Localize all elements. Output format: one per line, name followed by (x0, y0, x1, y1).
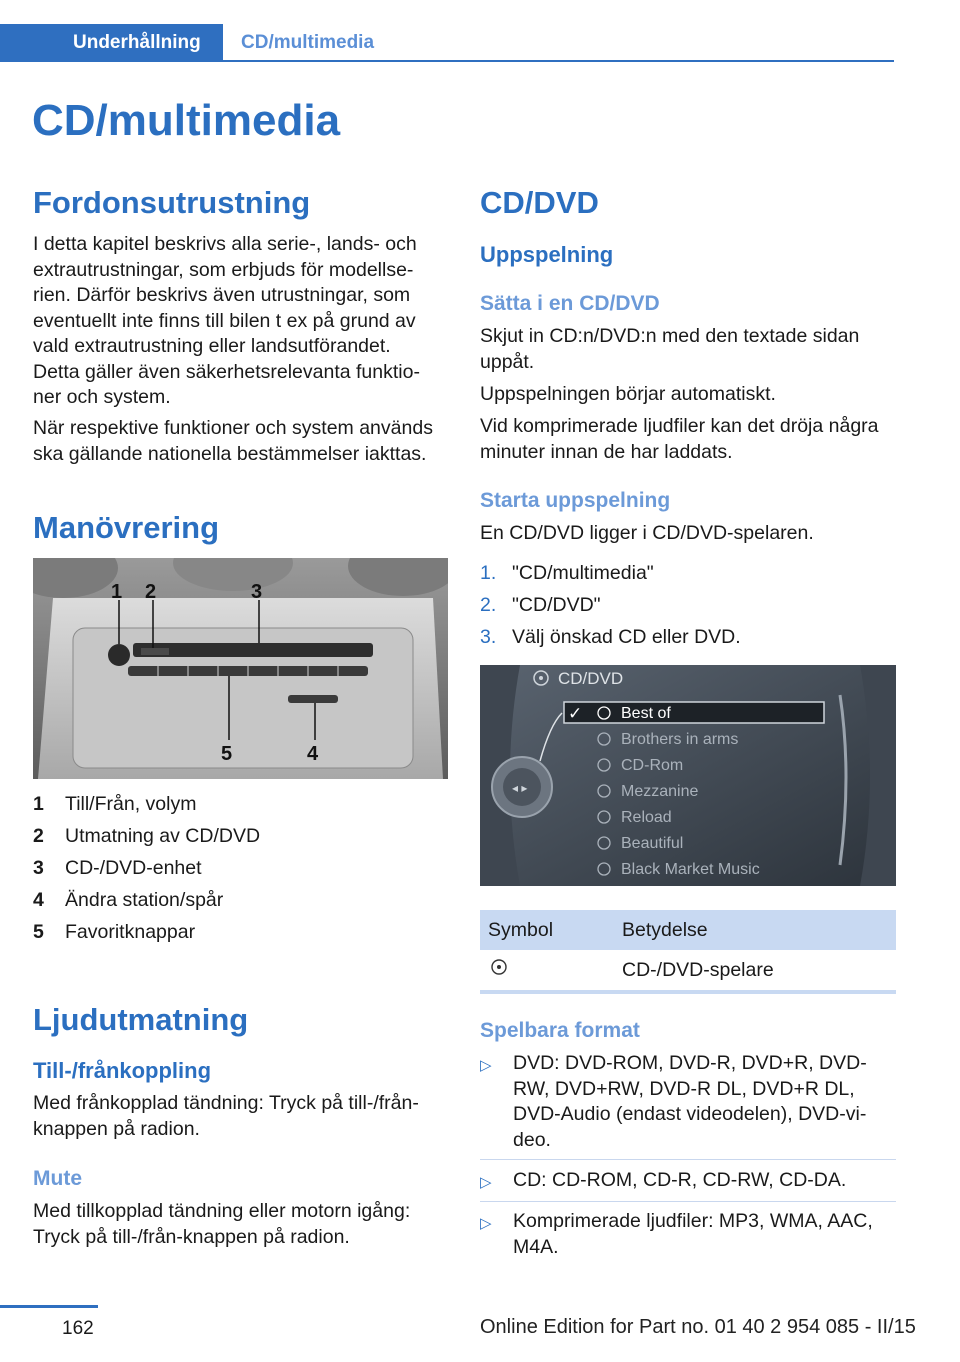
text-line: Med tillkopplad tändning eller motorn igång: (33, 1200, 411, 1222)
screen-list-item-label: Mezzanine (621, 783, 699, 800)
item-text: Favoritknappar (65, 921, 196, 943)
screen-list-item-label: Black Market Music (621, 861, 760, 878)
heading-spelbara-format: Spelbara format (480, 1019, 640, 1042)
item-number: 1 (33, 793, 44, 815)
footer-accent-line (0, 1305, 98, 1308)
step-text: "CD/DVD" (512, 594, 601, 616)
text-line: I detta kapitel beskrivs alla serie-, lands- och (33, 233, 417, 255)
heading-till-frankoppling: Till-/frånkoppling (33, 1058, 212, 1083)
header-tab-chapter[interactable] (223, 24, 894, 62)
heading-mute: Mute (33, 1167, 82, 1190)
screen-list-item-label: CD-Rom (621, 757, 684, 774)
text-line: Skjut in CD:n/DVD:n med den textade sidan (480, 325, 860, 347)
header-tab-section[interactable] (0, 24, 223, 62)
item-number: 3 (33, 857, 44, 879)
mute-paragraph (33, 1199, 448, 1250)
text-line: DVD: DVD-ROM, DVD-R, DVD+R, DVD- (513, 1052, 867, 1074)
heading-starta-uppspelning: Starta uppspelning (480, 489, 671, 512)
table-bottom-rule (480, 990, 896, 994)
text-line: rien. Därför beskrivs även utrustningar, som (33, 284, 411, 306)
text-line: eventuellt inte finns till bilen t ex på grund av (33, 309, 416, 332)
item-number: 5 (33, 921, 44, 943)
heading-manovrering: Manövrering (33, 510, 220, 545)
text-line: knappen på radion. (33, 1117, 200, 1140)
step-text: "CD/multimedia" (512, 562, 654, 584)
photo-label-5: 5 (221, 743, 233, 765)
step-number: 2. (480, 594, 497, 616)
text-line: Detta gäller även säkerhetsrelevanta funktio‐ (33, 360, 420, 383)
text-line: ner och system. (33, 386, 171, 408)
screen-list-item-label: Brothers in arms (621, 731, 739, 748)
page-title: CD/multimedia (32, 96, 341, 145)
screen-title: CD/DVD (558, 669, 624, 688)
table-row (480, 950, 896, 990)
fordon-paragraph-2 (33, 416, 448, 467)
item-text: Ändra station/spår (65, 889, 224, 911)
symbol-table (480, 910, 896, 990)
satta-paragraph-3 (480, 414, 896, 465)
item-text: Utmatning av CD/DVD (65, 825, 261, 847)
table-cell-meaning: CD-/DVD-spelare (622, 958, 774, 981)
till-fran-paragraph (33, 1091, 448, 1142)
step-number: 3. (480, 626, 497, 648)
bullet-divider (480, 1201, 896, 1202)
photo-label-3: 3 (251, 581, 263, 603)
bullet-triangle-icon: ▷ (480, 1215, 492, 1232)
table-cell-symbol (480, 950, 614, 990)
text-line: extrautrustningar, som erbjuds för modellse‐ (33, 258, 414, 281)
text-line: Vid komprimerade ljudfiler kan det dröja några (480, 415, 879, 437)
text-line: deo. (513, 1128, 551, 1151)
selected-item-frame[interactable] (564, 702, 824, 723)
photo-label-1: 1 (111, 581, 123, 603)
photo-label-2: 2 (145, 581, 157, 603)
screen-list-item-label: Beautiful (621, 835, 684, 852)
bullet-text (513, 1051, 893, 1153)
text-line: När respektive funktioner och system används (33, 417, 433, 439)
table-header-symbol: Symbol (480, 910, 614, 950)
fordon-paragraph-1 (33, 232, 448, 411)
header-tab-section-label: Underhållning (73, 32, 201, 53)
text-line: Komprimerade ljudfiler: MP3, WMA, AAC, (513, 1210, 873, 1232)
heading-uppspelning: Uppspelning (480, 242, 614, 267)
idrive-screen-illustration (480, 665, 896, 886)
text-line: vald extrautrustning eller landsutförandet. (33, 335, 391, 357)
item-number: 2 (33, 825, 44, 847)
step-number: 1. (480, 562, 497, 584)
page-number: 162 (62, 1318, 94, 1339)
item-text: Till/Från, volym (65, 793, 197, 815)
screen-list-item[interactable] (598, 861, 760, 878)
idrive-screen-image (480, 665, 896, 886)
step-text: Välj önskad CD eller DVD. (512, 626, 741, 648)
text-line: M4A. (513, 1235, 559, 1258)
text-line: uppåt. (480, 350, 535, 373)
bullet-triangle-icon: ▷ (480, 1174, 492, 1191)
heading-satta-i: Sätta i en CD/DVD (480, 292, 660, 315)
bullet-text (513, 1168, 893, 1194)
heading-cd-dvd: CD/DVD (480, 185, 599, 220)
table-header-row (480, 910, 896, 950)
heading-fordonsutrustning: Fordonsutrustning (33, 185, 311, 220)
radio-panel-illustration (33, 558, 448, 779)
bullet-divider (480, 1159, 896, 1160)
text-line: RW, DVD+RW, DVD-R DL, DVD+R DL, (513, 1077, 855, 1100)
photo-label-4: 4 (307, 743, 319, 765)
text-line: Med frånkopplad tändning: Tryck på till-/från‐ (33, 1092, 419, 1114)
satta-paragraph (480, 324, 896, 375)
bullet-text (513, 1209, 893, 1260)
header-tab-chapter-label: CD/multimedia (241, 32, 375, 53)
screen-list-item-label: Reload (621, 809, 672, 826)
text-line: Tryck på till-/från-knappen på radion. (33, 1225, 350, 1248)
satta-line-2: Uppspelningen börjar automatiskt. (480, 383, 776, 405)
item-number: 4 (33, 889, 44, 911)
table-header-meaning: Betydelse (614, 910, 896, 950)
bullet-triangle-icon: ▷ (480, 1057, 492, 1074)
svg-text:◂ ▸: ◂ ▸ (512, 781, 528, 795)
footer-edition: Online Edition for Part no. 01 40 2 954 085 - II/15 (480, 1316, 916, 1338)
check-icon: ✓ (568, 704, 583, 724)
cd-dvd-player-icon (488, 958, 510, 976)
heading-ljudutmatning: Ljudutmatning (33, 1002, 249, 1037)
text-line: DVD-Audio (endast videodelen), DVD-vi‐ (513, 1103, 867, 1125)
item-text: CD-/DVD-enhet (65, 857, 202, 879)
text-line: CD: CD-ROM, CD-R, CD-RW, CD-DA. (513, 1169, 847, 1191)
text-line: minuter innan de har laddats. (480, 440, 733, 463)
text-line: ska gällande nationella bestämmelser iakttas. (33, 442, 427, 465)
radio-control-photo (33, 558, 448, 779)
screen-list-item-label: Best of (621, 705, 671, 722)
starta-paragraph: En CD/DVD ligger i CD/DVD-spelaren. (480, 522, 814, 544)
